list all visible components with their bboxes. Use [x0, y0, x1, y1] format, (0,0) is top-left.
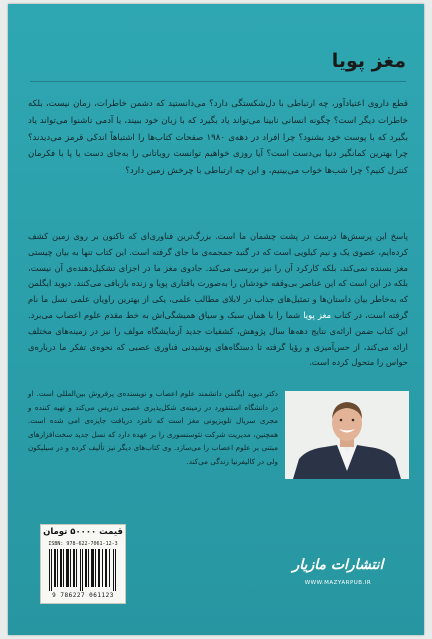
author-photo: [285, 391, 409, 479]
publisher-url: WWW.MAZYARPUB.IR: [304, 580, 372, 586]
author-bio: دکتر دیوید ایگلمن دانشمند علوم اعصاب و نویسنده‌ی پرفروش بین‌المللی است. او در دانشگاه استنفورد در زمینه‌ی شکل‌پذیری عصبی تدریس می‌کند و تهیه کننده و مجری سریال تلویزیونی مغز است که نامزد دریافت جایزه‌ی امی شده است. همچنین، مدیریت شرکت نئوسنسوری را بر عهده دارد که نسل جدید سخت‌افزارهای مبتنی بر علوم اعصاب را می‌سازد. وی کتاب‌های دیگر نیز تألیف کرده و در سیلیکون ولی در کالیفرنیا زندگی می‌کند.: [28, 389, 278, 466]
description-text-end: شما را با همان سبک و سیاق همیشگی‌اش به خط مقدم علوم اعصاب می‌برد. این کتاب ضمن ارائه‌ی نتایج دهه‌ها سال پژوهش، کشفیات جدید آزمایشگاه مولف را نیز در زمینه‌های مختلف ارائه می‌کند، از حس‌آمیزی و رؤیا گرفته تا دستگاه‌های پوشیدنی فناوری عصبی که نحوه‌ی تفکر ما درباره‌ی حواس را متحول کرده است.: [28, 309, 408, 368]
publisher-logo: انتشارات مازیار: [292, 557, 384, 573]
book-back-cover: [8, 4, 424, 635]
barcode-number: 9 786227 061123: [52, 592, 114, 599]
title-divider: [30, 81, 406, 82]
price-text: قیمت ۵۰۰۰۰ تومان: [43, 527, 123, 537]
barcode-icon: [47, 549, 119, 591]
book-title: مغز پویا: [331, 50, 406, 72]
isbn-text: ISBN: 978-622-7061-12-3: [48, 541, 118, 547]
author-portrait-icon: [285, 391, 409, 479]
description-paragraph: [28, 229, 408, 371]
description-text-start: پاسخ این پرسش‌ها درست در پشت چشمان ما است. بزرگ‌ترین فناوری‌ای که تاکنون بر روی زمین کشف کرده‌ایم، عضوی یک و نیم کیلویی است که در گنبد جمجمه‌ی ما جای گرفته است. این کتاب تنها به بیان چیستی مغز بسنده نمی‌کند، بلکه کارکرد آن را نیز بررسی می‌کند. جادوی مغز ما در اجزای تشکیل‌دهنده‌ی آن نیست، بلکه در این است که این عناصر بی‌وقفه خودشان را به‌صورت بافتاری پویا و زنده بازبافی می‌کنند. دیوید ایگلمن که به‌خاطر بیان داستان‌ها و تمثیل‌های جذاب در لابلای مطالب علمی، یکی از بهترین راویان علمی نسل ما نام گرفته است، در کتاب: [28, 231, 408, 320]
intro-paragraph: قطع داروی اعتیادآور، چه ارتباطی با دل‌شکستگی دارد؟ می‌دانستید که دشمن خاطرات، زمان نیست، بلکه خاطرات دیگر است؟ چگونه انسانی نابینا می‌تواند یاد بگیرد که با زبان خود ببیند، یا آدمی ناشنوا می‌تواند یاد بگیرد که با پوست خود بشنود؟ چرا افراد در دهه‌ی ۱۹۸۰ صفحات کتاب‌ها را اشتباهاً اندکی قرمز می‌دیدند؟ چرا بهترین کمانگیر دنیا بی‌دست است؟ آیا روزی خواهیم توانست روباتانی را به‌جای دست یا پا با فکرمان کنترل کنیم؟ چرا شب‌ها خواب می‌بینیم، و این چه ارتباطی با چرخش زمین دارد؟: [28, 99, 408, 177]
price-label: [40, 524, 126, 604]
book-title-highlight: مغز پویا: [303, 309, 332, 320]
